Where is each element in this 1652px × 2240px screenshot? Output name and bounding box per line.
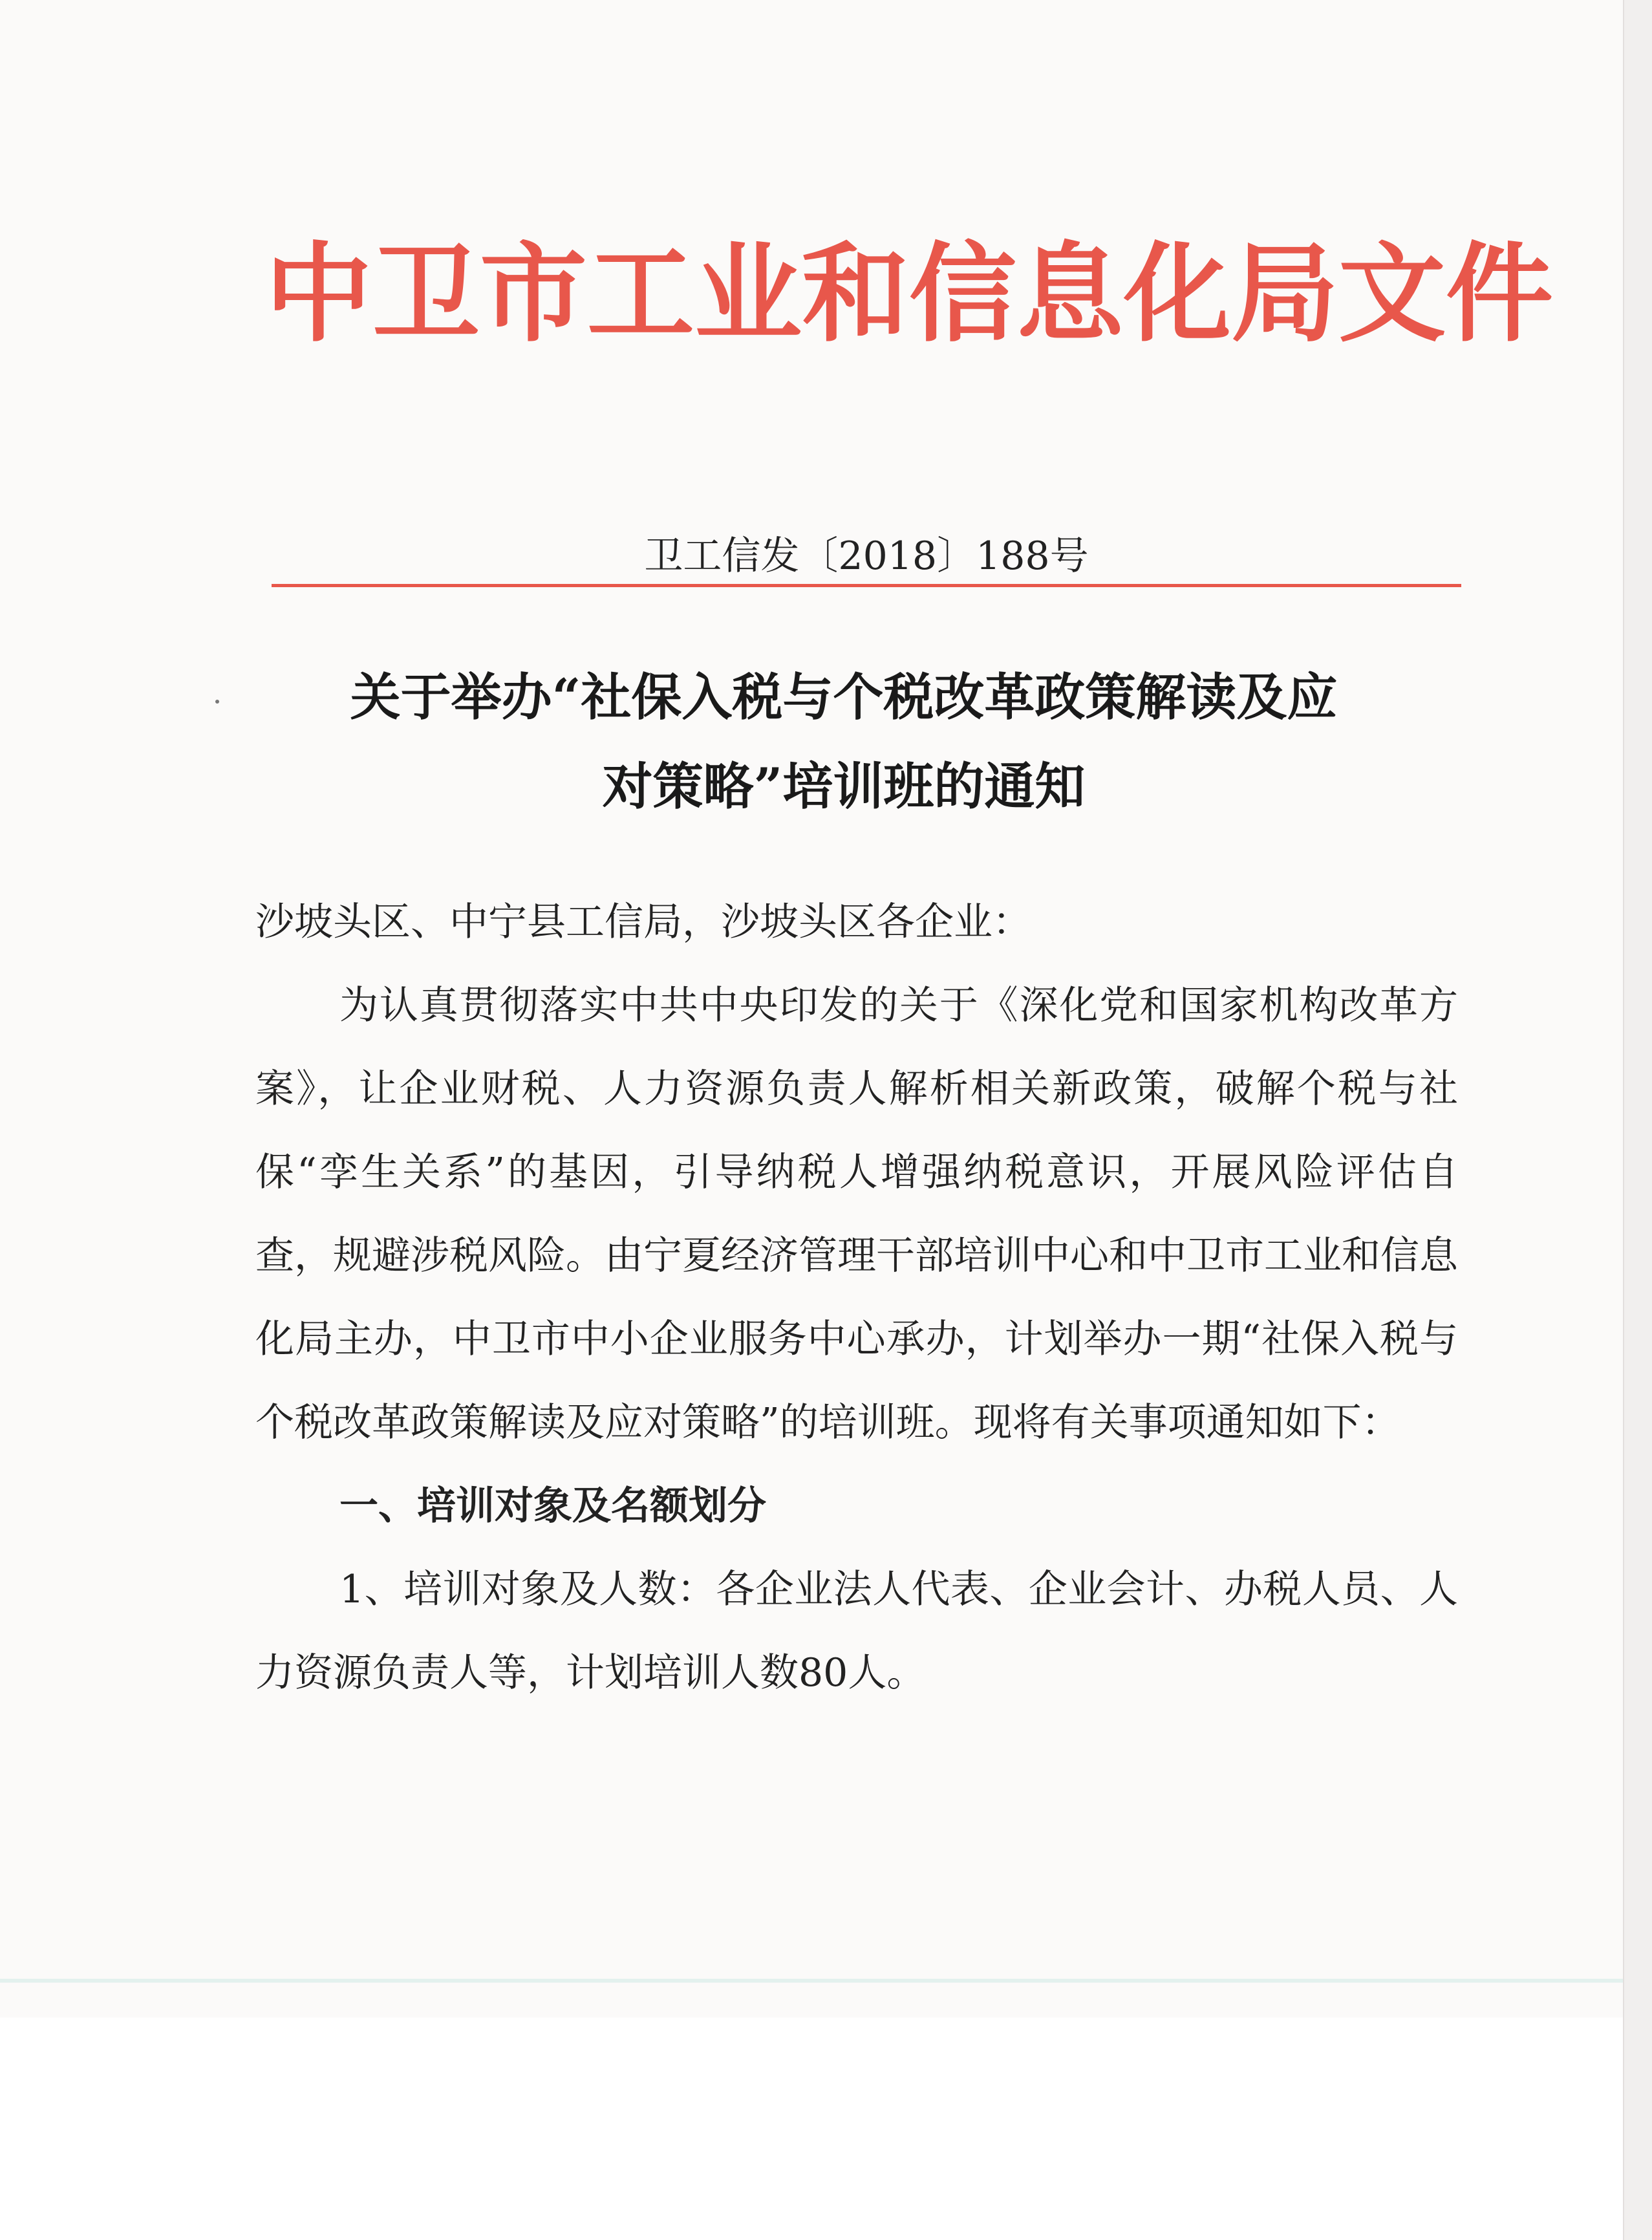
scan-edge [1623, 0, 1652, 2240]
notice-title [213, 653, 1474, 832]
section-heading: 一、培训对象及名额划分 [339, 1483, 766, 1529]
salutation: 沙坡头区、中宁县工信局，沙坡头区各企业： [255, 899, 1031, 945]
body-paragraph: 为认真贯彻落实中共中央印发的关于《深化党和国家机构改革方案》，让企业财税、人力资源负责人解析相关新政策，破解个税与社保“孪生关系”的基因，引导纳税人增强纳税意识，开展风险评估自查，规避涉税风险。由宁夏经济管理干部培训中心和中卫市工业和信息化局主办，中卫市中小企业服务中心承办，计划举办一期“社保入税与个税改革政策解读及应对策略”的培训班。现将有关事项通知如下： [255, 983, 1458, 1445]
list-item: 1、培训对象及人数：各企业法人代表、企业会计、办税人员、人力资源负责人等，计划培训人数80人。 [255, 1567, 1458, 1696]
notice-body [255, 881, 1458, 1715]
scan-artifact-line [0, 1979, 1623, 1983]
red-divider-line [272, 584, 1461, 587]
notice-title-line-1: 关于举办“社保入税与个税改革政策解读及应 [350, 668, 1338, 727]
document-number: 卫工信发〔2018〕188号 [644, 533, 1089, 579]
issuing-authority-header: 中卫市工业和信息化局文件 [265, 231, 1553, 357]
notice-title-line-2: 对策略”培训班的通知 [602, 757, 1086, 816]
scan-blank-area [0, 2018, 1623, 2240]
